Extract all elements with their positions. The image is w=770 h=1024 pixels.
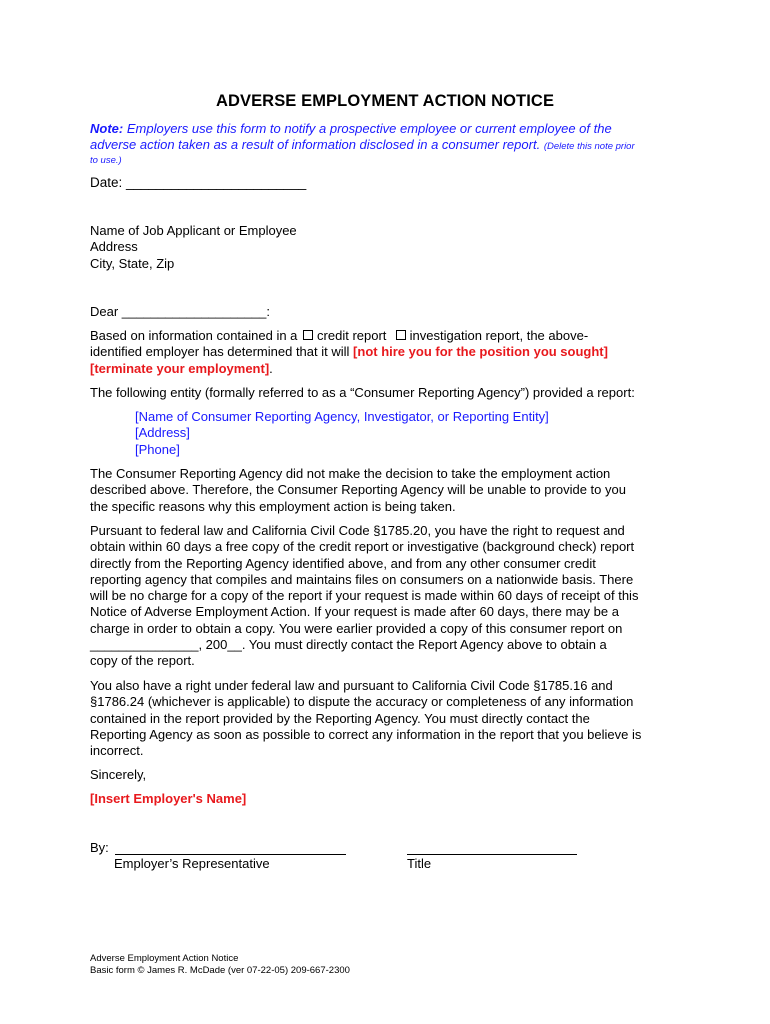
para4-line: reporting agency that compiles and maintains files on consumers on a nationwide basis. There [90, 571, 634, 587]
para1-text-a: Based on information contained in a [90, 328, 298, 343]
option-not-hire: [not hire you for the position you sought] [353, 344, 608, 360]
note-label: Note: [90, 121, 124, 136]
agency-block [135, 409, 695, 458]
paragraph-agency-intro: The following entity (formally referred to as a “Consumer Reporting Agency”) provided a report: [90, 385, 635, 400]
note-text-line2: adverse action taken as a result of information disclosed in a consumer report. [90, 137, 541, 152]
para4-line: will be no charge for a copy of the report if your request is made within 60 days of receipt of this [90, 588, 639, 604]
para4-line: obtain within 60 days a free copy of the credit report or investigative (background check) report [90, 539, 635, 555]
para5-line: You also have a right under federal law and pursuant to California Civil Code §1785.16 and [90, 678, 613, 693]
document-title: ADVERSE EMPLOYMENT ACTION NOTICE [215, 92, 555, 110]
representative-label: Employer’s Representative [114, 856, 270, 871]
salutation: Dear ____________________: [90, 304, 271, 319]
para4-line: directly from the Reporting Agency identified above, and from any other consumer credit [90, 555, 596, 571]
paragraph-dispute [90, 678, 690, 759]
paragraph-rights-copy [90, 523, 690, 670]
para5-line: Reporting Agency as soon as possible to correct any information in the report that you believe is [90, 726, 642, 742]
agency-address: [Address] [135, 425, 190, 441]
para3-line: The Consumer Reporting Agency did not make the decision to take the employment action [90, 466, 611, 481]
employer-name-placeholder: [Insert Employer's Name] [90, 791, 247, 806]
agency-name: [Name of Consumer Reporting Agency, Investigator, or Reporting Entity] [135, 409, 549, 424]
para3-line: described above. Therefore, the Consumer Reporting Agency will be unable to provide to you [90, 482, 626, 498]
representative-signature-line[interactable] [115, 854, 346, 855]
title-signature-line[interactable] [407, 854, 577, 855]
note-text-line1: Employers use this form to notify a prospective employee or current employee of the [126, 121, 612, 136]
recipient-name: Name of Job Applicant or Employee [90, 223, 297, 238]
footer-copyright: Basic form © James R. McDade (ver 07-22-05) 209-667-2300 [90, 965, 350, 976]
para5-line: §1786.24 (whichever is applicable) to dispute the accuracy or completeness of any information [90, 694, 634, 710]
paragraph-action [90, 328, 690, 377]
agency-phone: [Phone] [135, 441, 180, 457]
paragraph-no-decision [90, 466, 690, 515]
para1-period: . [269, 360, 273, 376]
para5-line: incorrect. [90, 743, 144, 759]
para4-line: Pursuant to federal law and California Civil Code §1785.20, you have the right to request and [90, 523, 625, 538]
para4-line: _______________, 200__. You must directly contact the Report Agency above to obtain a [90, 637, 607, 653]
closing: Sincerely, [90, 767, 147, 782]
recipient-address: Address [90, 239, 138, 255]
title-label: Title [407, 856, 432, 871]
investigation-report-label: investigation report, the above- [409, 328, 589, 343]
date-line[interactable]: Date: ________________________ [90, 175, 307, 190]
recipient-block [90, 223, 690, 272]
note-delete-hint-cont: to use.) [90, 155, 122, 166]
para4-line: charge in order to obtain a copy. You were earlier provided a copy of this consumer report on [90, 620, 623, 636]
investigation-report-checkbox[interactable] [396, 330, 406, 340]
option-terminate: [terminate your employment] [90, 360, 270, 376]
recipient-city-state-zip: City, State, Zip [90, 255, 175, 271]
note-delete-hint: (Delete this note prior [543, 141, 635, 152]
credit-report-label: credit report [317, 328, 387, 343]
page-footer [90, 953, 350, 977]
para3-line: the specific reasons why this employment action is being taken. [90, 498, 456, 514]
footer-form-name: Adverse Employment Action Notice [90, 953, 239, 964]
para1-text-b: identified employer has determined that it will [90, 344, 350, 360]
by-label: By: [90, 840, 109, 855]
para5-line: contained in the report provided by the Reporting Agency. You must directly contact the [90, 710, 590, 726]
para4-line: Notice of Adverse Employment Action. If your request is made after 60 days, there may be a [90, 604, 619, 620]
para4-line: copy of the report. [90, 653, 195, 669]
credit-report-checkbox[interactable] [303, 330, 313, 340]
instruction-note [90, 121, 690, 167]
